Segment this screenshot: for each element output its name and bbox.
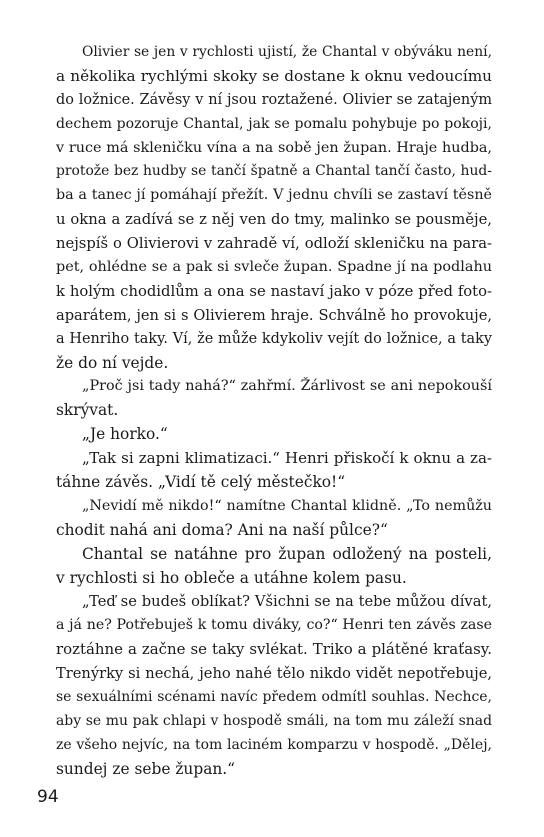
- text-line: že do ní vejde.: [56, 353, 169, 372]
- text-line: do ložnice. Závěsy v ní jsou roztažené. Olivier se zatajeným: [56, 91, 492, 108]
- text-line: a Henriho taky. Ví, že může kdykoliv vejít do ložnice, a taky: [56, 330, 492, 347]
- text-line: Chantal se natáhne pro župan odložený na posteli,: [82, 544, 492, 563]
- text-line: aby se mu pak chlapi v hospodě smáli, na tom mu záleží snad: [56, 712, 492, 729]
- text-line: „Teď se budeš oblíkat? Všichni se na tebe můžou dívat,: [82, 593, 492, 611]
- text-line: protože bez hudby se tančí špatně a Chantal tančí často, hud-: [56, 163, 492, 180]
- text-line: aparátem, jen si s Olivierem hraje. Schválně ho provokuje,: [56, 306, 492, 324]
- text-line: chodit nahá ani doma? Ani na naší půlce?“: [56, 520, 388, 539]
- text-line: sundej ze sebe župan.“: [56, 759, 236, 778]
- text-line: ze všeho nejvíc, na tom laciném komparzu v hospodě. „Dělej,: [56, 736, 492, 753]
- text-line: pet, ohlédne se a pak si svleče župan. Spadne jí na podlahu: [56, 259, 492, 276]
- text-line: roztáhne a začne se taky svlékat. Triko a plátěné kraťasy.: [56, 640, 492, 659]
- text-line: u okna a zadívá se z něj ven do tmy, malinko se pousměje,: [56, 211, 492, 229]
- text-line: Olivier se jen v rychlosti ujistí, že Chantal v obýváku není,: [82, 44, 492, 60]
- text-line: k holým chodidlům a ona se nastaví jako v póze před foto-: [56, 282, 492, 300]
- text-line: nejspíš o Olivierovi v zahradě ví, odloží skleničku na para-: [56, 235, 492, 253]
- text-line: skrývat.: [56, 401, 119, 420]
- text-line: a několika rychlými skoky se dostane k oknu vedoucímu: [56, 66, 492, 85]
- text-line: se sexuálními scénami navíc předem odmítl souhlas. Nechce,: [56, 689, 492, 706]
- text-line: „Proč jsi tady nahá?“ zahřmí. Žárlivost se ani nepokouší: [82, 378, 492, 395]
- text-line: Trenýrky si nechá, jeho nahé tělo nikdo vidět nepotřebuje,: [56, 665, 492, 683]
- text-line: ba a tanec jí pomáhají přežít. V jednu chvíli se zastaví těsně: [56, 187, 492, 204]
- text-line: dechem pozoruje Chantal, jak se pomalu pohybuje po pokoji,: [56, 115, 492, 132]
- text-line: táhne závěs. „Vidí tě celý městečko!“: [56, 473, 346, 492]
- text-line: v ruce má skleničku vína a na sobě jen župan. Hraje hudba,: [56, 139, 492, 156]
- page-number: 94: [37, 787, 59, 807]
- body-text: [56, 41, 492, 782]
- text-line: v rychlosti si ho obleče a utáhne kolem pasu.: [56, 568, 407, 587]
- text-line: „Je horko.“: [82, 425, 168, 444]
- text-line: „Nevidí mě nikdo!“ namítne Chantal klidně. „To nemůžu: [82, 497, 492, 514]
- text-line: a já ne? Potřebuješ k tomu diváky, co?“ Henri ten závěs zase: [56, 617, 492, 634]
- text-line: „Tak si zapni klimatizaci.“ Henri přiskočí k oknu a za-: [82, 449, 492, 468]
